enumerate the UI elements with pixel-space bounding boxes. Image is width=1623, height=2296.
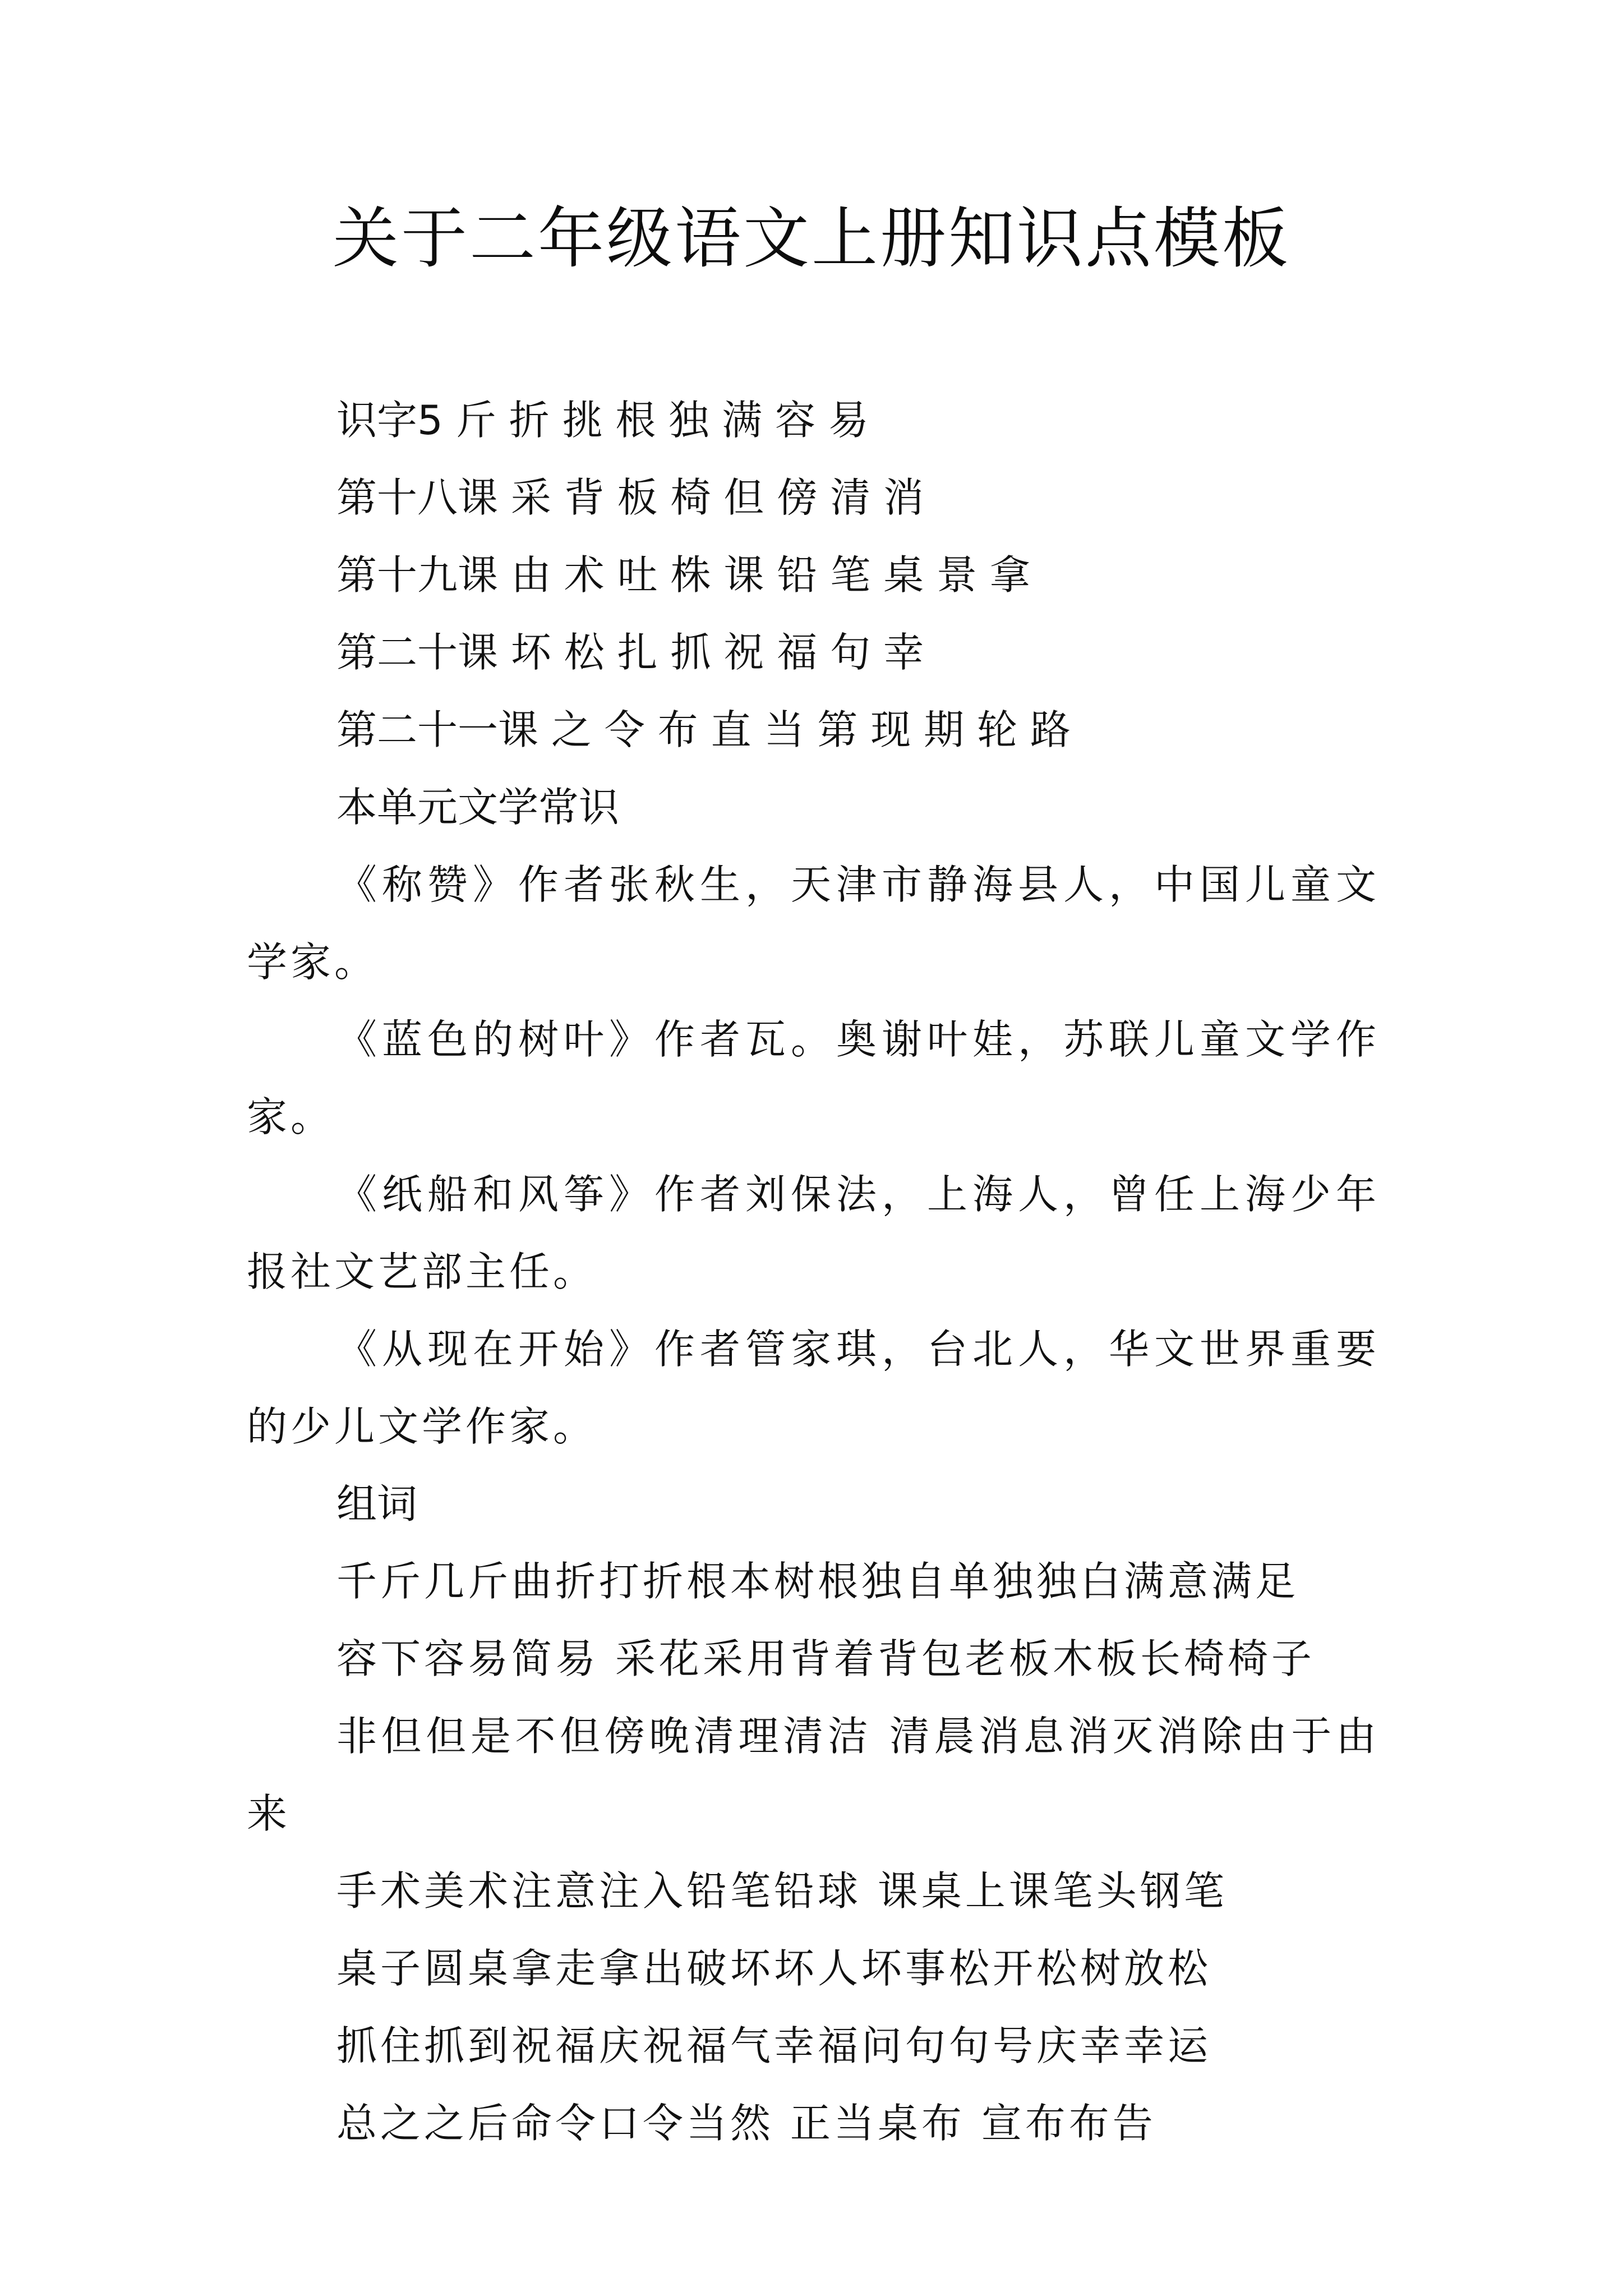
word-group-line: 总之之后命令口令当然 正当桌布 宣布布告 <box>336 2100 1156 2147</box>
literature-paragraph: 《从现在开始》作者管家琪，台北人，华文世界重要的少儿文学作家。 <box>247 1326 1380 1450</box>
literature-paragraph: 《蓝色的树叶》作者瓦。奥谢叶娃，苏联儿童文学作家。 <box>247 1016 1380 1140</box>
word-group-line: 容下容易简易 采花采用背着背包老板木板长椅椅子 <box>336 1635 1315 1682</box>
word-group-line: 非但但是不但傍晚清理清洁 清晨消息消灭消除由于由来 <box>247 1713 1380 1837</box>
lesson-line-18: 第十八课 采 背 板 椅 但 傍 清 消 <box>336 474 924 521</box>
document-title: 关于二年级语文上册知识点模板 <box>332 200 1290 277</box>
literature-paragraph: 《称赞》作者张秋生，天津市静海县人，中国儿童文学家。 <box>247 861 1380 986</box>
words-heading: 组词 <box>336 1480 418 1527</box>
document-body <box>247 381 1380 2162</box>
lesson-line-21: 第二十一课 之 令 布 直 当 第 现 期 轮 路 <box>336 706 1071 753</box>
word-group-line: 千斤几斤曲折打折根本树根独自单独独白满意满足 <box>336 1558 1299 1605</box>
lesson-line-19: 第十九课 由 术 吐 株 课 铅 笔 桌 景 拿 <box>336 551 1030 599</box>
lesson-line-20: 第二十课 坏 松 扎 抓 祝 福 句 幸 <box>336 629 924 676</box>
literature-heading: 本单元文学常识 <box>336 784 620 831</box>
word-group-line: 桌子圆桌拿走拿出破坏坏人坏事松开松树放松 <box>336 1945 1212 1992</box>
word-group-line: 抓住抓到祝福庆祝福气幸福问句句号庆幸幸运 <box>336 2022 1212 2069</box>
literature-paragraph: 《纸船和风筝》作者刘保法，上海人，曾任上海少年报社文艺部主任。 <box>247 1171 1380 1295</box>
lesson-line-shizi5: 识字5 斤 折 挑 根 独 满 容 易 <box>336 397 869 444</box>
word-group-line: 手术美术注意注入铅笔铅球 课桌上课笔头钢笔 <box>336 1867 1228 1915</box>
